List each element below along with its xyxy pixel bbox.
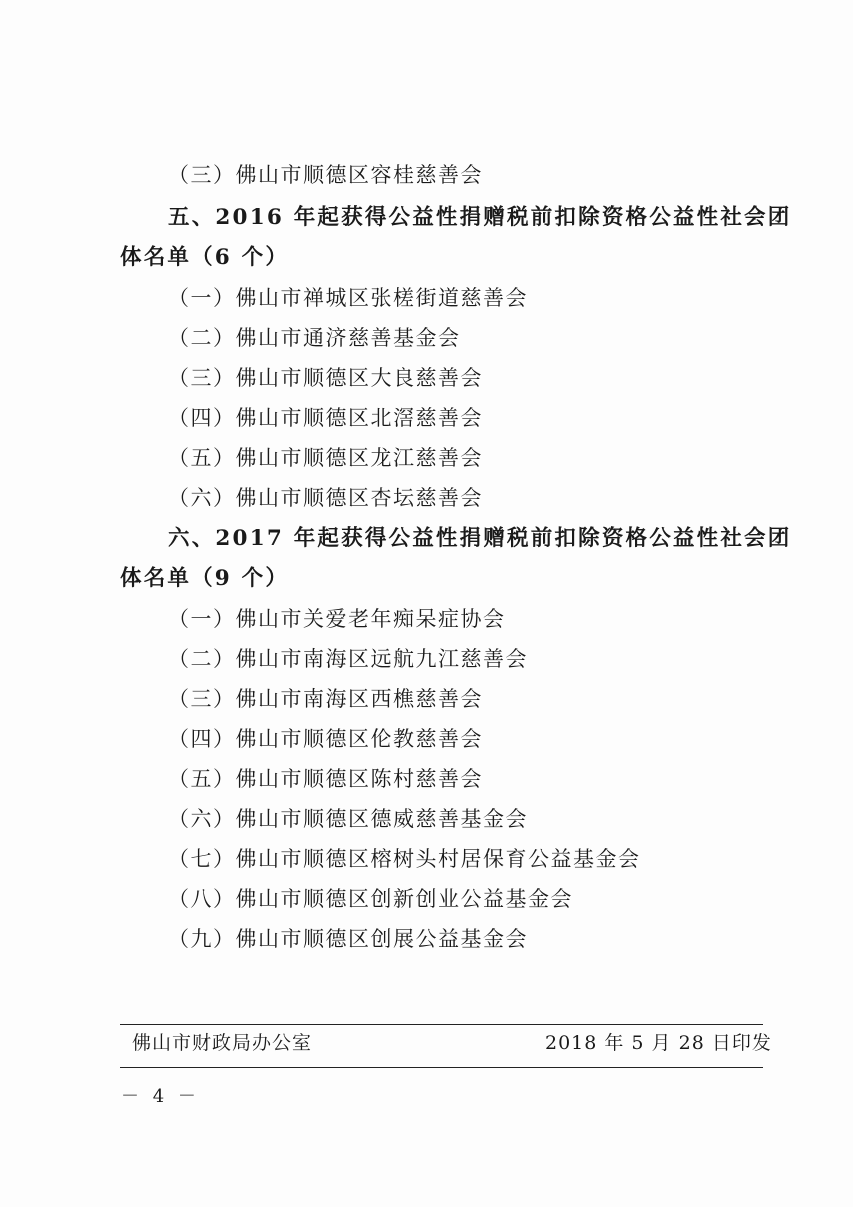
- footer-issuer: 佛山市财政局办公室: [132, 1032, 313, 1054]
- list-item: （一）佛山市禅城区张槎街道慈善会: [168, 286, 528, 310]
- page-number: － 4 －: [121, 1086, 200, 1107]
- section-heading-2016: 五、2016 年起获得公益性捐赠税前扣除资格公益性社会团: [168, 205, 792, 230]
- list-item: （六）佛山市顺德区杏坛慈善会: [168, 486, 483, 510]
- list-item: （五）佛山市顺德区陈村慈善会: [168, 767, 483, 791]
- list-item: （一）佛山市关爱老年痴呆症协会: [168, 607, 506, 631]
- list-item: （八）佛山市顺德区创新创业公益基金会: [168, 887, 573, 911]
- list-item: （五）佛山市顺德区龙江慈善会: [168, 446, 483, 470]
- list-item: （三）佛山市顺德区容桂慈善会: [168, 163, 483, 187]
- section-heading-2017: 六、2017 年起获得公益性捐赠税前扣除资格公益性社会团: [168, 526, 792, 551]
- section-heading-2017-cont: 体名单（9 个）: [120, 566, 290, 591]
- footer-date: 2018 年 5 月 28 日印发: [545, 1032, 772, 1054]
- footer-bottom-rule: [120, 1067, 763, 1068]
- list-item: （三）佛山市顺德区大良慈善会: [168, 366, 483, 390]
- list-item: （七）佛山市顺德区榕树头村居保育公益基金会: [168, 847, 641, 871]
- list-item: （二）佛山市南海区远航九江慈善会: [168, 647, 528, 671]
- footer-top-rule: [120, 1024, 763, 1025]
- list-item: （二）佛山市通济慈善基金会: [168, 326, 461, 350]
- list-item: （四）佛山市顺德区北滘慈善会: [168, 406, 483, 430]
- list-item: （六）佛山市顺德区德威慈善基金会: [168, 807, 528, 831]
- section-heading-2016-cont: 体名单（6 个）: [120, 245, 290, 270]
- list-item: （九）佛山市顺德区创展公益基金会: [168, 927, 528, 951]
- list-item: （三）佛山市南海区西樵慈善会: [168, 687, 483, 711]
- list-item: （四）佛山市顺德区伦教慈善会: [168, 727, 483, 751]
